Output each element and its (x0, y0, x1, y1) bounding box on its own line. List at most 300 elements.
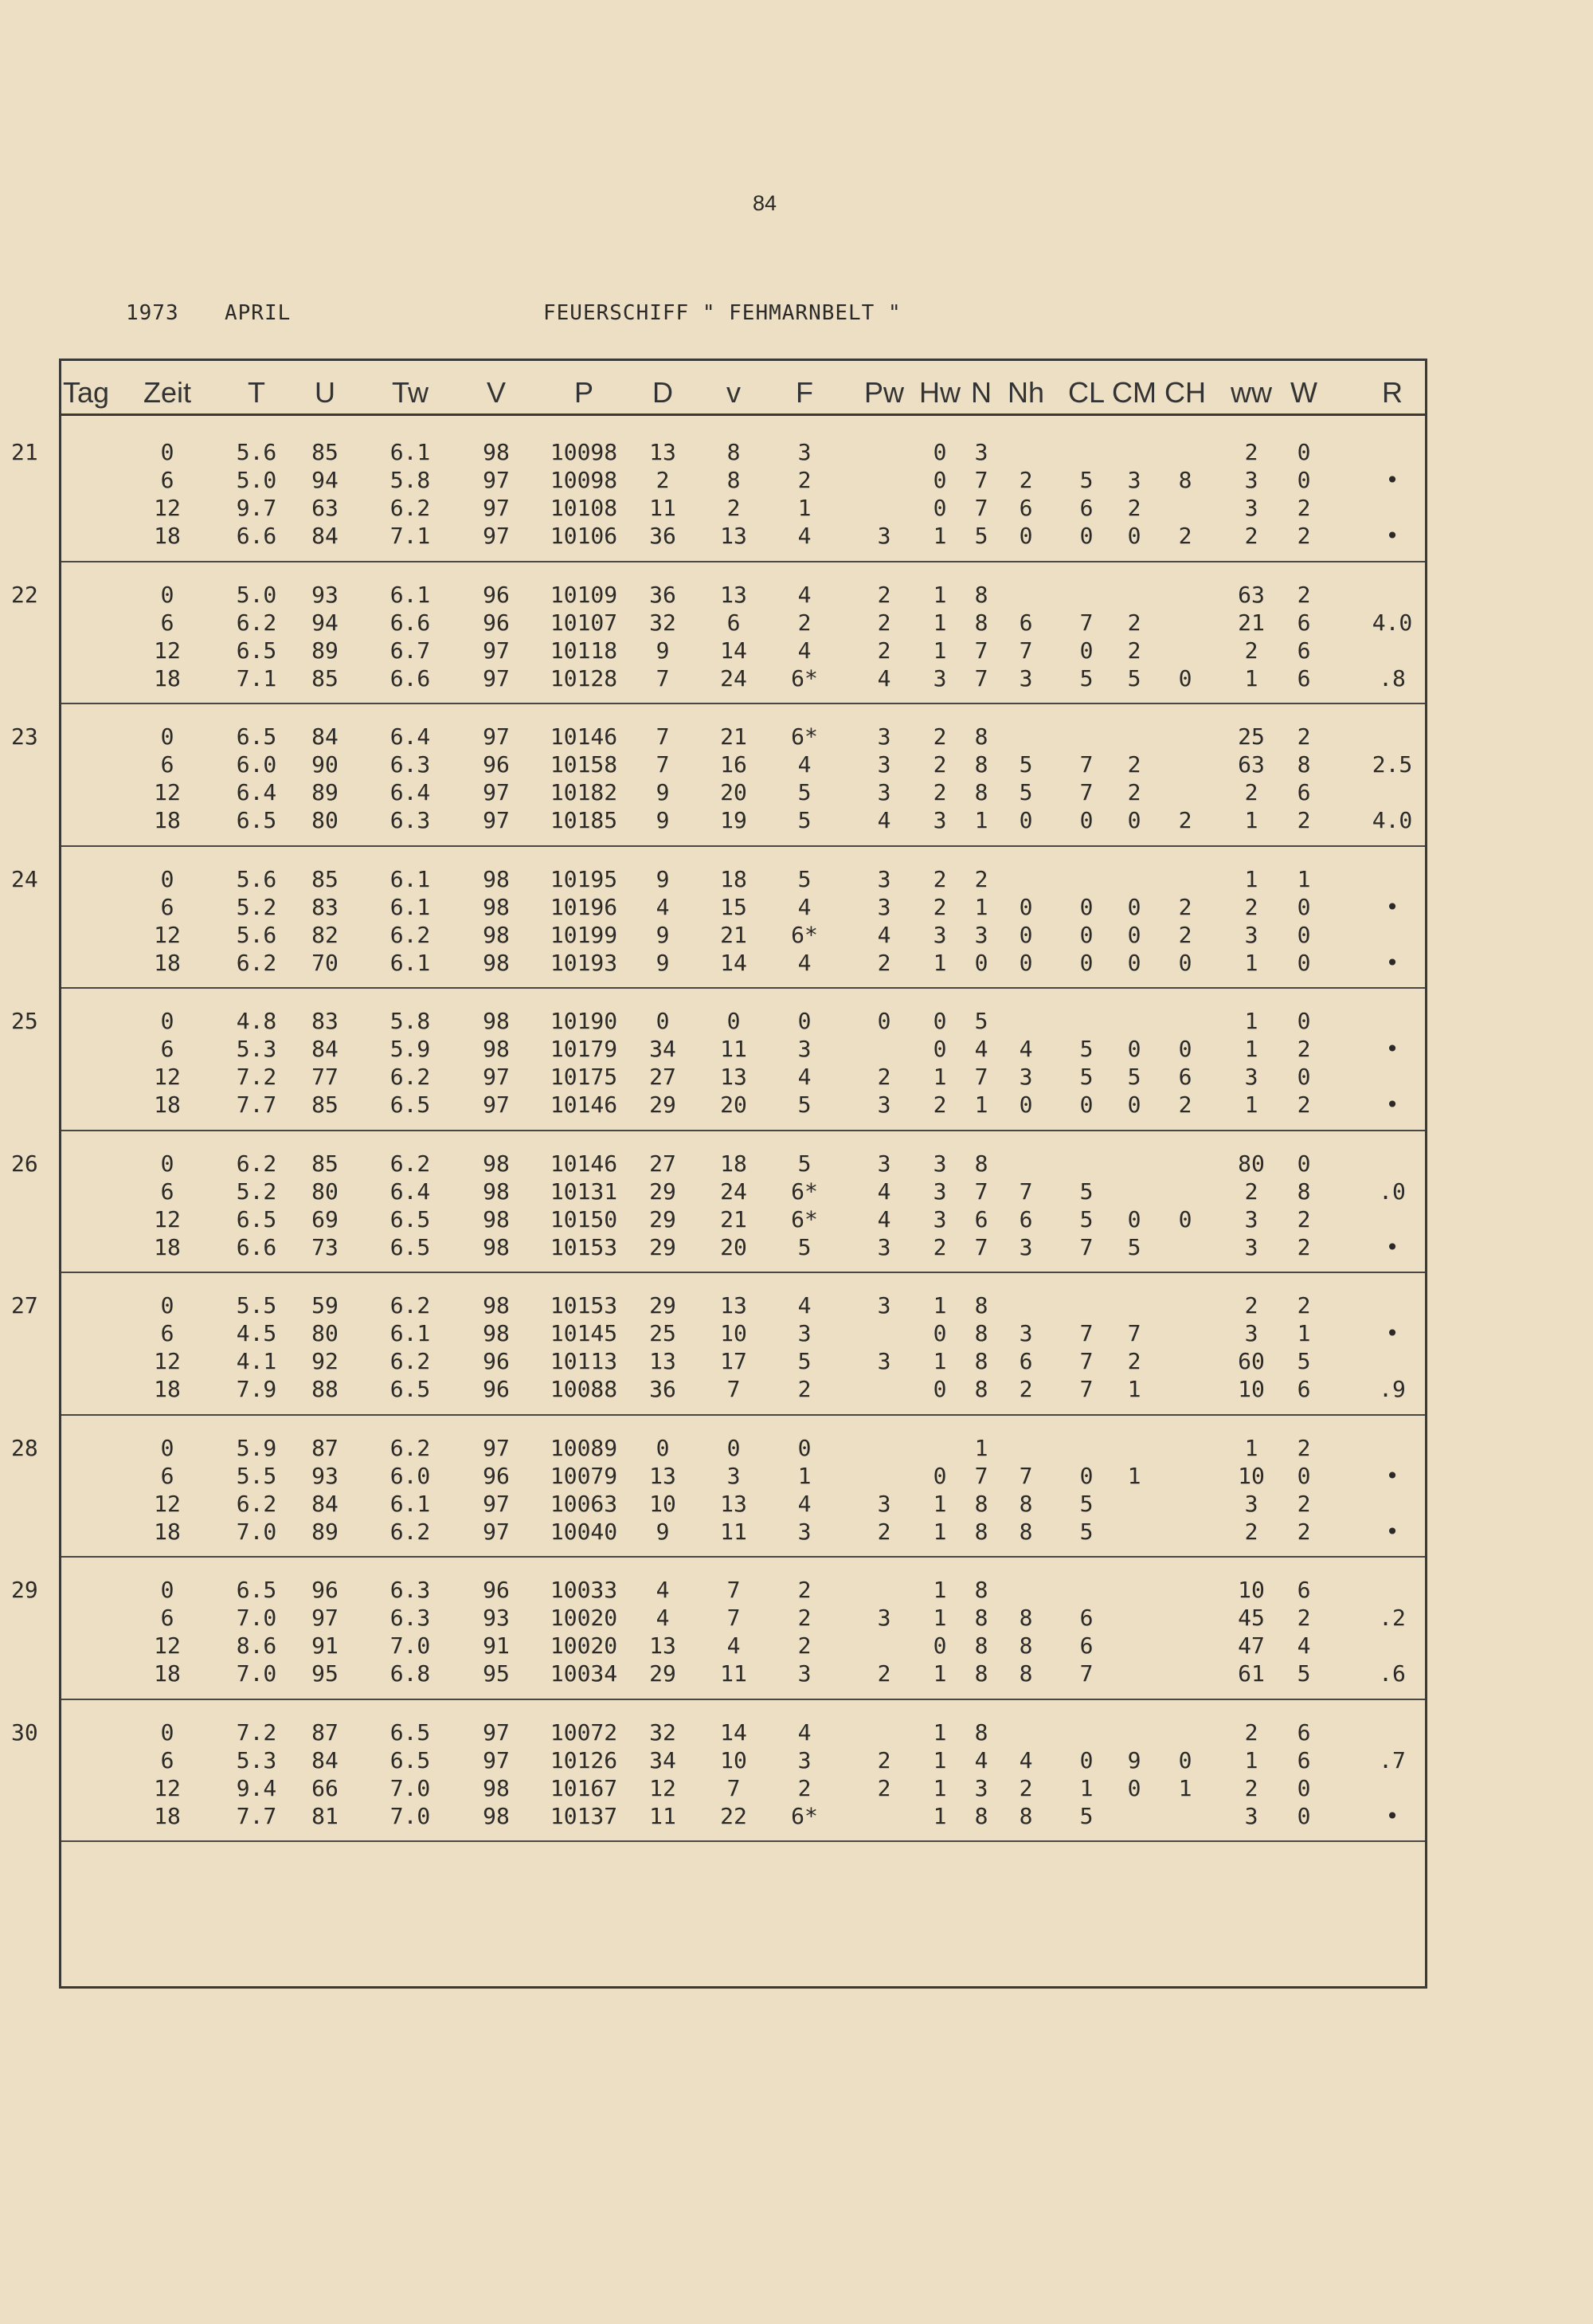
cell-n: 3 (974, 439, 988, 465)
cell-zeit: 12 (154, 779, 181, 805)
cell-w-code: 2 (1297, 1434, 1311, 1461)
cell-v-speed: 7 (726, 1605, 741, 1631)
cell-pw: 3 (877, 865, 891, 892)
cell-hw: 0 (933, 439, 947, 465)
cell-nh: 0 (1019, 807, 1033, 833)
cell-zeit: 18 (154, 1091, 181, 1118)
cell-hw: 0 (933, 467, 947, 493)
cell-ww: 10 (1238, 1376, 1265, 1402)
cell-f: 3 (797, 1746, 812, 1773)
cell-w-code: 6 (1297, 1376, 1311, 1402)
cell-pw: 3 (877, 1292, 891, 1319)
cell-tw: 6.3 (389, 1605, 431, 1631)
cell-ch: 0 (1178, 664, 1192, 692)
header-title: FEUERSCHIFF " FEHMARNBELT " (543, 301, 902, 325)
cell-r: 4.0 (1372, 807, 1413, 833)
cell-hw: 1 (933, 581, 947, 608)
cell-tw: 6.2 (389, 1064, 431, 1090)
cell-n: 0 (974, 949, 988, 976)
cell-t: 7.2 (236, 1064, 277, 1090)
cell-p: 10153 (550, 1233, 618, 1260)
cell-r: .9 (1379, 1376, 1406, 1402)
cell-cl: 5 (1079, 1490, 1094, 1517)
cell-p: 10145 (550, 1320, 618, 1346)
cell-d: 25 (649, 1320, 676, 1346)
cell-tw: 6.2 (389, 1434, 431, 1461)
cell-t: 7.0 (236, 1518, 277, 1545)
cell-n: 8 (974, 609, 988, 636)
cell-w-code: 0 (1297, 921, 1311, 948)
cell-ww: 1 (1244, 1008, 1258, 1034)
cell-ww: 2 (1244, 893, 1258, 920)
cell-r: 4.0 (1372, 609, 1413, 636)
cell-v-speed: 8 (726, 467, 741, 493)
cell-f: 3 (797, 439, 812, 465)
cell-d: 9 (656, 637, 670, 664)
cell-p: 10196 (550, 893, 618, 920)
cell-nh: 4 (1019, 1746, 1033, 1773)
cell-cm: 2 (1127, 495, 1141, 521)
cell-pw: 3 (877, 1150, 891, 1177)
cell-w-code: 2 (1297, 1036, 1311, 1062)
cell-pw: 4 (877, 664, 891, 692)
cell-f: 4 (797, 1292, 812, 1319)
cell-tw: 6.5 (389, 1233, 431, 1260)
cell-p: 10113 (550, 1348, 618, 1374)
cell-w-code: 0 (1297, 1008, 1311, 1034)
day-label: 22 (11, 581, 38, 608)
cell-ww: 25 (1238, 723, 1265, 750)
cell-r: • (1385, 1233, 1399, 1260)
cell-w-code: 5 (1297, 1348, 1311, 1374)
cell-v: 96 (483, 1348, 510, 1374)
cell-t: 5.3 (236, 1746, 277, 1773)
cell-d: 34 (649, 1746, 676, 1773)
cell-v-speed: 7 (726, 1577, 741, 1603)
cell-v: 98 (483, 1178, 510, 1205)
cell-v: 97 (483, 723, 510, 750)
cell-tw: 6.1 (389, 1490, 431, 1517)
cell-p: 10106 (550, 523, 618, 549)
cell-p: 10190 (550, 1008, 618, 1034)
cell-t: 6.5 (236, 723, 277, 750)
cell-ww: 1 (1244, 1434, 1258, 1461)
cell-n: 4 (974, 1746, 988, 1773)
cell-p: 10088 (550, 1376, 618, 1402)
cell-t: 6.5 (236, 1577, 277, 1603)
cell-tw: 6.5 (389, 1719, 431, 1746)
cell-zeit: 18 (154, 1802, 181, 1829)
cell-d: 4 (656, 1605, 670, 1631)
cell-ch: 2 (1178, 921, 1192, 948)
cell-w-code: 2 (1297, 1292, 1311, 1319)
cell-f: 3 (797, 1036, 812, 1062)
cell-ww: 60 (1238, 1348, 1265, 1374)
cell-t: 5.6 (236, 439, 277, 465)
cell-v-speed: 7 (726, 1774, 741, 1801)
cell-cl: 5 (1079, 1518, 1094, 1545)
column-header-w-code: W (1290, 376, 1317, 409)
cell-zeit: 6 (160, 751, 174, 778)
cell-pw: 3 (877, 893, 891, 920)
cell-zeit: 0 (160, 1150, 174, 1177)
cell-nh: 7 (1019, 637, 1033, 664)
page-number: 84 (753, 191, 777, 215)
cell-n: 8 (974, 1660, 988, 1687)
cell-cm: 1 (1127, 1462, 1141, 1489)
cell-cl: 7 (1079, 1660, 1094, 1687)
cell-tw: 6.1 (389, 949, 431, 976)
cell-hw: 1 (933, 1490, 947, 1517)
cell-u: 95 (311, 1660, 339, 1687)
cell-zeit: 12 (154, 921, 181, 948)
cell-v-speed: 18 (720, 1150, 747, 1177)
cell-tw: 7.0 (389, 1632, 431, 1659)
cell-tw: 6.2 (389, 1348, 431, 1374)
cell-tw: 6.1 (389, 1320, 431, 1346)
cell-n: 8 (974, 1320, 988, 1346)
cell-p: 10033 (550, 1577, 618, 1603)
cell-t: 5.2 (236, 893, 277, 920)
cell-hw: 1 (933, 1746, 947, 1773)
cell-t: 7.0 (236, 1660, 277, 1687)
cell-v: 97 (483, 1746, 510, 1773)
cell-ww: 45 (1238, 1605, 1265, 1631)
cell-w-code: 6 (1297, 637, 1311, 664)
cell-v: 97 (483, 779, 510, 805)
cell-v-speed: 13 (720, 1490, 747, 1517)
cell-tw: 6.4 (389, 1178, 431, 1205)
cell-hw: 1 (933, 609, 947, 636)
cell-w-code: 0 (1297, 1462, 1311, 1489)
column-header-zeit: Zeit (143, 376, 192, 409)
cell-zeit: 0 (160, 1008, 174, 1034)
cell-w-code: 6 (1297, 664, 1311, 692)
cell-cl: 5 (1079, 1802, 1094, 1829)
header-year: 1973 (126, 301, 179, 325)
cell-f: 2 (797, 1632, 812, 1659)
cell-v-speed: 14 (720, 949, 747, 976)
cell-cl: 7 (1079, 1233, 1094, 1260)
cell-d: 7 (656, 664, 670, 692)
cell-n: 4 (974, 1036, 988, 1062)
cell-r: .2 (1379, 1605, 1406, 1631)
cell-tw: 6.4 (389, 779, 431, 805)
cell-w-code: 6 (1297, 1746, 1311, 1773)
cell-v-speed: 8 (726, 439, 741, 465)
cell-u: 89 (311, 1518, 339, 1545)
cell-nh: 8 (1019, 1605, 1033, 1631)
cell-t: 6.6 (236, 523, 277, 549)
cell-t: 5.0 (236, 467, 277, 493)
cell-w-code: 0 (1297, 439, 1311, 465)
cell-f: 6* (791, 1802, 818, 1829)
cell-ww: 3 (1244, 921, 1258, 948)
cell-tw: 6.6 (389, 609, 431, 636)
cell-d: 0 (656, 1434, 670, 1461)
cell-ch: 2 (1178, 1091, 1192, 1118)
cell-f: 4 (797, 893, 812, 920)
cell-d: 9 (656, 865, 670, 892)
cell-w-code: 8 (1297, 1178, 1311, 1205)
cell-v: 97 (483, 495, 510, 521)
cell-nh: 6 (1019, 495, 1033, 521)
cell-zeit: 6 (160, 467, 174, 493)
cell-u: 73 (311, 1233, 339, 1260)
cell-hw: 3 (933, 664, 947, 692)
cell-n: 8 (974, 1490, 988, 1517)
column-header-f: F (796, 376, 813, 409)
cell-nh: 7 (1019, 1462, 1033, 1489)
cell-nh: 5 (1019, 751, 1033, 778)
column-header-v: V (486, 376, 507, 409)
cell-cl: 6 (1079, 1605, 1094, 1631)
cell-v-speed: 6 (726, 609, 741, 636)
cell-p: 10072 (550, 1719, 618, 1746)
cell-t: 5.9 (236, 1434, 277, 1461)
cell-p: 10107 (550, 609, 618, 636)
cell-n: 8 (974, 1292, 988, 1319)
cell-cm: 2 (1127, 751, 1141, 778)
cell-cl: 0 (1079, 1462, 1094, 1489)
cell-p: 10146 (550, 723, 618, 750)
cell-p: 10089 (550, 1434, 618, 1461)
cell-t: 9.7 (236, 495, 277, 521)
cell-p: 10063 (550, 1490, 618, 1517)
cell-ww: 2 (1244, 637, 1258, 664)
cell-f: 2 (797, 1577, 812, 1603)
cell-zeit: 0 (160, 1434, 174, 1461)
cell-ww: 10 (1238, 1577, 1265, 1603)
cell-v-speed: 24 (720, 664, 747, 692)
cell-cm: 0 (1127, 921, 1141, 948)
cell-v: 96 (483, 751, 510, 778)
cell-t: 5.0 (236, 581, 277, 608)
cell-t: 6.0 (236, 751, 277, 778)
cell-cl: 7 (1079, 779, 1094, 805)
cell-cl: 7 (1079, 1348, 1094, 1374)
cell-nh: 3 (1019, 664, 1033, 692)
cell-t: 6.2 (236, 609, 277, 636)
cell-f: 6* (791, 723, 818, 750)
cell-pw: 3 (877, 1233, 891, 1260)
cell-v: 98 (483, 949, 510, 976)
cell-ww: 3 (1244, 1490, 1258, 1517)
cell-f: 5 (797, 1150, 812, 1177)
cell-hw: 1 (933, 1802, 947, 1829)
cell-w-code: 2 (1297, 1518, 1311, 1545)
cell-p: 10126 (550, 1746, 618, 1773)
cell-p: 10195 (550, 865, 618, 892)
cell-t: 5.6 (236, 865, 277, 892)
cell-n: 8 (974, 779, 988, 805)
cell-v: 98 (483, 1233, 510, 1260)
cell-v-speed: 14 (720, 1719, 747, 1746)
cell-zeit: 12 (154, 495, 181, 521)
cell-w-code: 8 (1297, 751, 1311, 778)
cell-tw: 6.3 (389, 1577, 431, 1603)
cell-ch: 2 (1178, 807, 1192, 833)
cell-cm: 9 (1127, 1746, 1141, 1773)
cell-n: 8 (974, 1518, 988, 1545)
cell-tw: 7.0 (389, 1802, 431, 1829)
cell-p: 10175 (550, 1064, 618, 1090)
cell-f: 4 (797, 1490, 812, 1517)
cell-zeit: 0 (160, 723, 174, 750)
cell-u: 63 (311, 495, 339, 521)
cell-pw: 4 (877, 807, 891, 833)
cell-ww: 21 (1238, 609, 1265, 636)
cell-u: 93 (311, 581, 339, 608)
cell-ww: 2 (1244, 1178, 1258, 1205)
cell-p: 10128 (550, 664, 618, 692)
cell-r: • (1385, 1036, 1399, 1062)
cell-cl: 5 (1079, 664, 1094, 692)
cell-v: 98 (483, 1036, 510, 1062)
cell-pw: 2 (877, 1746, 891, 1773)
cell-hw: 2 (933, 1233, 947, 1260)
cell-n: 8 (974, 751, 988, 778)
cell-v-speed: 13 (720, 523, 747, 549)
cell-v-speed: 11 (720, 1518, 747, 1545)
cell-w-code: 2 (1297, 1091, 1311, 1118)
cell-u: 84 (311, 523, 339, 549)
cell-ch: 2 (1178, 523, 1192, 549)
cell-pw: 3 (877, 1605, 891, 1631)
cell-hw: 1 (933, 1660, 947, 1687)
cell-r: • (1385, 1518, 1399, 1545)
cell-d: 9 (656, 949, 670, 976)
cell-hw: 1 (933, 1292, 947, 1319)
cell-cm: 0 (1127, 1205, 1141, 1233)
column-header-r: R (1382, 376, 1403, 409)
cell-p: 10146 (550, 1150, 618, 1177)
cell-w-code: 2 (1297, 581, 1311, 608)
cell-v-speed: 20 (720, 779, 747, 805)
cell-t: 6.2 (236, 949, 277, 976)
cell-f: 4 (797, 949, 812, 976)
cell-ww: 3 (1244, 1802, 1258, 1829)
cell-tw: 6.2 (389, 1150, 431, 1177)
cell-v-speed: 11 (720, 1036, 747, 1062)
cell-tw: 6.1 (389, 865, 431, 892)
cell-v-speed: 18 (720, 865, 747, 892)
cell-pw: 4 (877, 1178, 891, 1205)
cell-t: 6.4 (236, 779, 277, 805)
cell-n: 7 (974, 1178, 988, 1205)
cell-p: 10131 (550, 1178, 618, 1205)
cell-zeit: 12 (154, 1348, 181, 1374)
cell-f: 5 (797, 1091, 812, 1118)
cell-nh: 8 (1019, 1802, 1033, 1829)
cell-v-speed: 17 (720, 1348, 747, 1374)
cell-u: 97 (311, 1605, 339, 1631)
cell-p: 10182 (550, 779, 618, 805)
cell-w-code: 0 (1297, 1802, 1311, 1829)
cell-v: 97 (483, 1064, 510, 1090)
cell-tw: 6.8 (389, 1660, 431, 1687)
cell-hw: 2 (933, 723, 947, 750)
cell-n: 8 (974, 1150, 988, 1177)
cell-ww: 1 (1244, 949, 1258, 976)
column-header-d: D (652, 376, 673, 409)
cell-tw: 6.6 (389, 664, 431, 692)
cell-t: 6.5 (236, 637, 277, 664)
cell-hw: 1 (933, 1348, 947, 1374)
cell-f: 3 (797, 1320, 812, 1346)
cell-n: 7 (974, 1064, 988, 1090)
cell-pw: 4 (877, 921, 891, 948)
cell-d: 7 (656, 751, 670, 778)
cell-f: 2 (797, 609, 812, 636)
cell-p: 10150 (550, 1205, 618, 1233)
cell-w-code: 0 (1297, 467, 1311, 493)
column-header-ch: CH (1164, 376, 1206, 409)
cell-cl: 0 (1079, 807, 1094, 833)
cell-f: 5 (797, 1348, 812, 1374)
cell-n: 1 (974, 807, 988, 833)
cell-zeit: 6 (160, 1036, 174, 1062)
cell-pw: 3 (877, 1348, 891, 1374)
cell-f: 6* (791, 664, 818, 692)
cell-ch: 0 (1178, 1746, 1192, 1773)
cell-d: 4 (656, 893, 670, 920)
cell-v-speed: 7 (726, 1376, 741, 1402)
cell-u: 88 (311, 1376, 339, 1402)
cell-pw: 2 (877, 949, 891, 976)
cell-d: 32 (649, 609, 676, 636)
cell-f: 3 (797, 1660, 812, 1687)
cell-ch: 8 (1178, 467, 1192, 493)
cell-hw: 3 (933, 1178, 947, 1205)
cell-pw: 2 (877, 609, 891, 636)
cell-d: 13 (649, 1632, 676, 1659)
cell-r: • (1385, 893, 1399, 920)
cell-t: 6.6 (236, 1233, 277, 1260)
cell-w-code: 2 (1297, 807, 1311, 833)
cell-pw: 3 (877, 523, 891, 549)
cell-ww: 2 (1244, 1518, 1258, 1545)
cell-tw: 6.5 (389, 1376, 431, 1402)
column-header-u: U (315, 376, 335, 409)
cell-v: 98 (483, 921, 510, 948)
cell-p: 10167 (550, 1774, 618, 1801)
cell-tw: 6.5 (389, 1746, 431, 1773)
cell-v: 96 (483, 1577, 510, 1603)
cell-u: 91 (311, 1632, 339, 1659)
cell-tw: 6.7 (389, 637, 431, 664)
cell-n: 5 (974, 1008, 988, 1034)
cell-p: 10109 (550, 581, 618, 608)
cell-f: 5 (797, 779, 812, 805)
cell-cl: 0 (1079, 1746, 1094, 1773)
cell-ch: 6 (1178, 1064, 1192, 1090)
cell-nh: 3 (1019, 1320, 1033, 1346)
cell-hw: 2 (933, 751, 947, 778)
cell-zeit: 0 (160, 439, 174, 465)
cell-tw: 6.5 (389, 1205, 431, 1233)
day-label: 26 (11, 1150, 38, 1177)
cell-nh: 0 (1019, 523, 1033, 549)
cell-n: 8 (974, 1348, 988, 1374)
cell-r: .0 (1379, 1178, 1406, 1205)
cell-w-code: 6 (1297, 779, 1311, 805)
cell-n: 7 (974, 1462, 988, 1489)
cell-d: 13 (649, 1462, 676, 1489)
cell-d: 4 (656, 1577, 670, 1603)
column-header-v-speed: v (726, 376, 741, 409)
cell-nh: 6 (1019, 1348, 1033, 1374)
